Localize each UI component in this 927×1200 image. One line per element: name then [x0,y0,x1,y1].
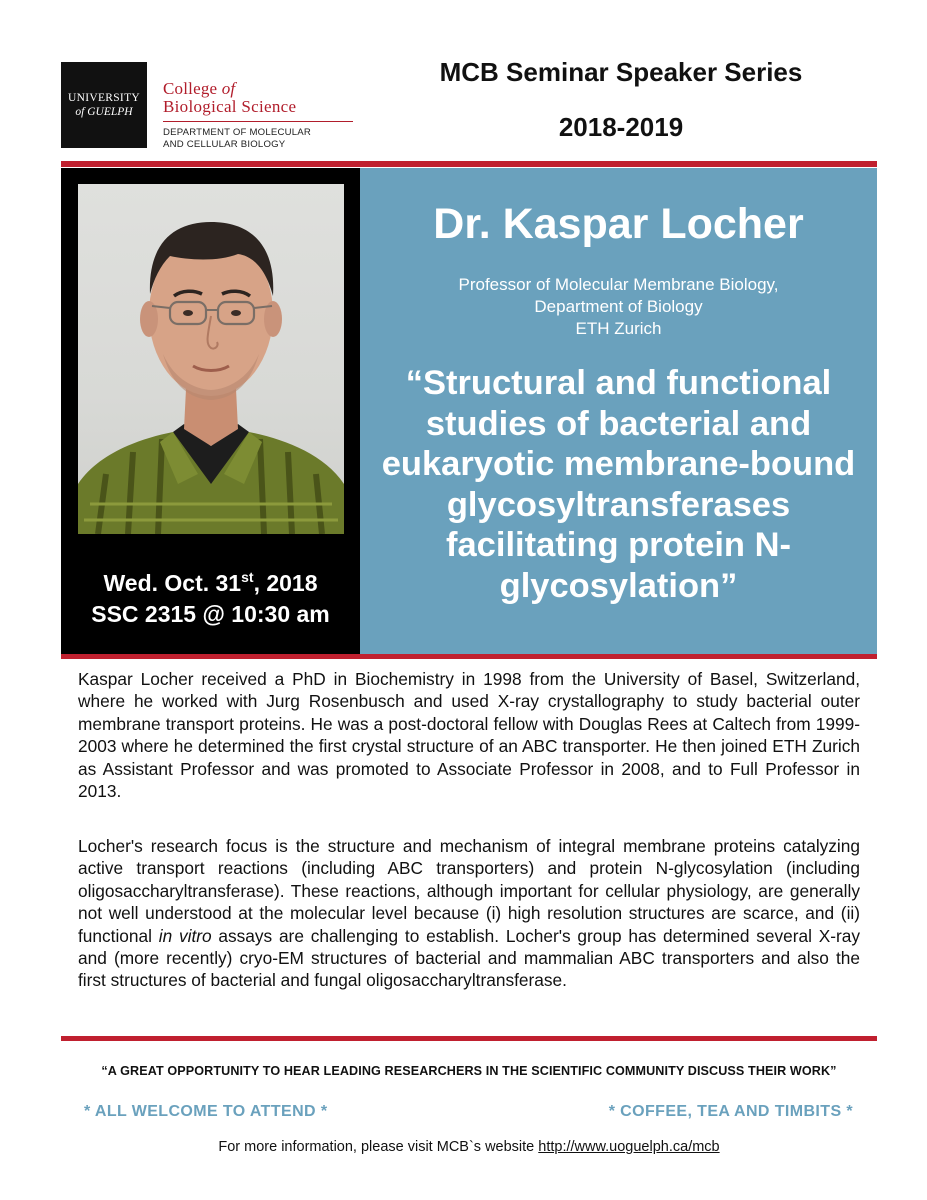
speaker-department: Department of Biology [534,297,703,316]
dept-line1: DEPARTMENT OF MOLECULAR [163,127,311,138]
middle-divider [61,654,877,659]
college-divider [163,121,353,122]
speaker-position: Professor of Molecular Membrane Biology, [458,275,779,294]
event-date: Wed. Oct. 31st, 2018 [103,569,318,596]
dept-line2: AND CELLULAR BIOLOGY [163,139,286,150]
college-word: College [163,79,218,98]
italic-in-vitro: in vitro [158,925,212,946]
date-suffix-sup: st [241,569,254,585]
top-divider [61,161,877,167]
logo-line-guelph: of GUELPH [75,106,133,118]
university-of-guelph-logo [61,62,147,148]
department-name [163,127,311,151]
speaker-photo-panel [61,168,360,654]
bottom-divider [61,1036,877,1041]
bio-paragraph-2: Locher's research focus is the structure and mechanism of integral membrane proteins catalyzing active transport reactions (including ABC transporters) and protein N-glycosylation (including oligosaccharyltransferase). These reactions, although important for cellular physiology, are generally not well understood at the molecular level because (i) high resolution structures are scarce, and (ii) functional in vitro assays are challenging to establish. Locher's group has determined several X-ray and (more recently) cryo-EM structures of bacterial and mammalian ABC transporters and also the first structures of bacterial and fungal oligosaccharyltransferase. [78,836,860,991]
college-line2: Biological Science [163,97,297,116]
college-of: of [221,79,236,98]
welcome-note: * ALL WELCOME TO ATTEND * [84,1103,328,1120]
event-location: SSC 2315 @ 10:30 am [91,601,330,627]
more-info: For more information, please visit MCB`s website http://www.uoguelph.ca/mcb [218,1139,720,1155]
mcb-website-link[interactable]: http://www.uoguelph.ca/mcb [538,1139,720,1155]
speaker-name: Dr. Kaspar Locher [433,200,804,248]
series-years: 2018-2019 [558,112,684,142]
speaker-photo [78,184,344,534]
refreshments-note: * COFFEE, TEA AND TIMBITS * [608,1103,853,1120]
tagline: “A GREAT OPPORTUNITY TO HEAR LEADING RESEARCHERS IN THE SCIENTIFIC COMMUNITY DISCUSS THEIR WORK” [101,1064,837,1078]
bio-paragraph-1: Kaspar Locher received a PhD in Biochemistry in 1998 from the University of Basel, Switzerland, where he worked with Jurg Rosenbusch and used X-ray crystallography to study bacterial outer membrane transport proteins. He was a post-doctoral fellow with Douglas Rees at Caltech from 1999-2003 where he determined the first crystal structure of an ABC transporter. He then joined ETH Zurich as Assistant Professor and was promoted to Associate Professor in 2008, and to Full Professor in 2013. [78,669,860,802]
talk-title: “Structural and functional studies of bacterial and eukaryotic membrane-bound glycosyltransferases facilitating protein N-glycosylation” [381,364,856,605]
speaker-institution: ETH Zurich [575,319,662,338]
college-name [163,80,296,116]
portrait-illustration [78,184,344,534]
series-title: MCB Seminar Speaker Series [439,57,803,87]
logo-line-university: UNIVERSITY [68,92,140,104]
speaker-info-panel [360,168,877,654]
